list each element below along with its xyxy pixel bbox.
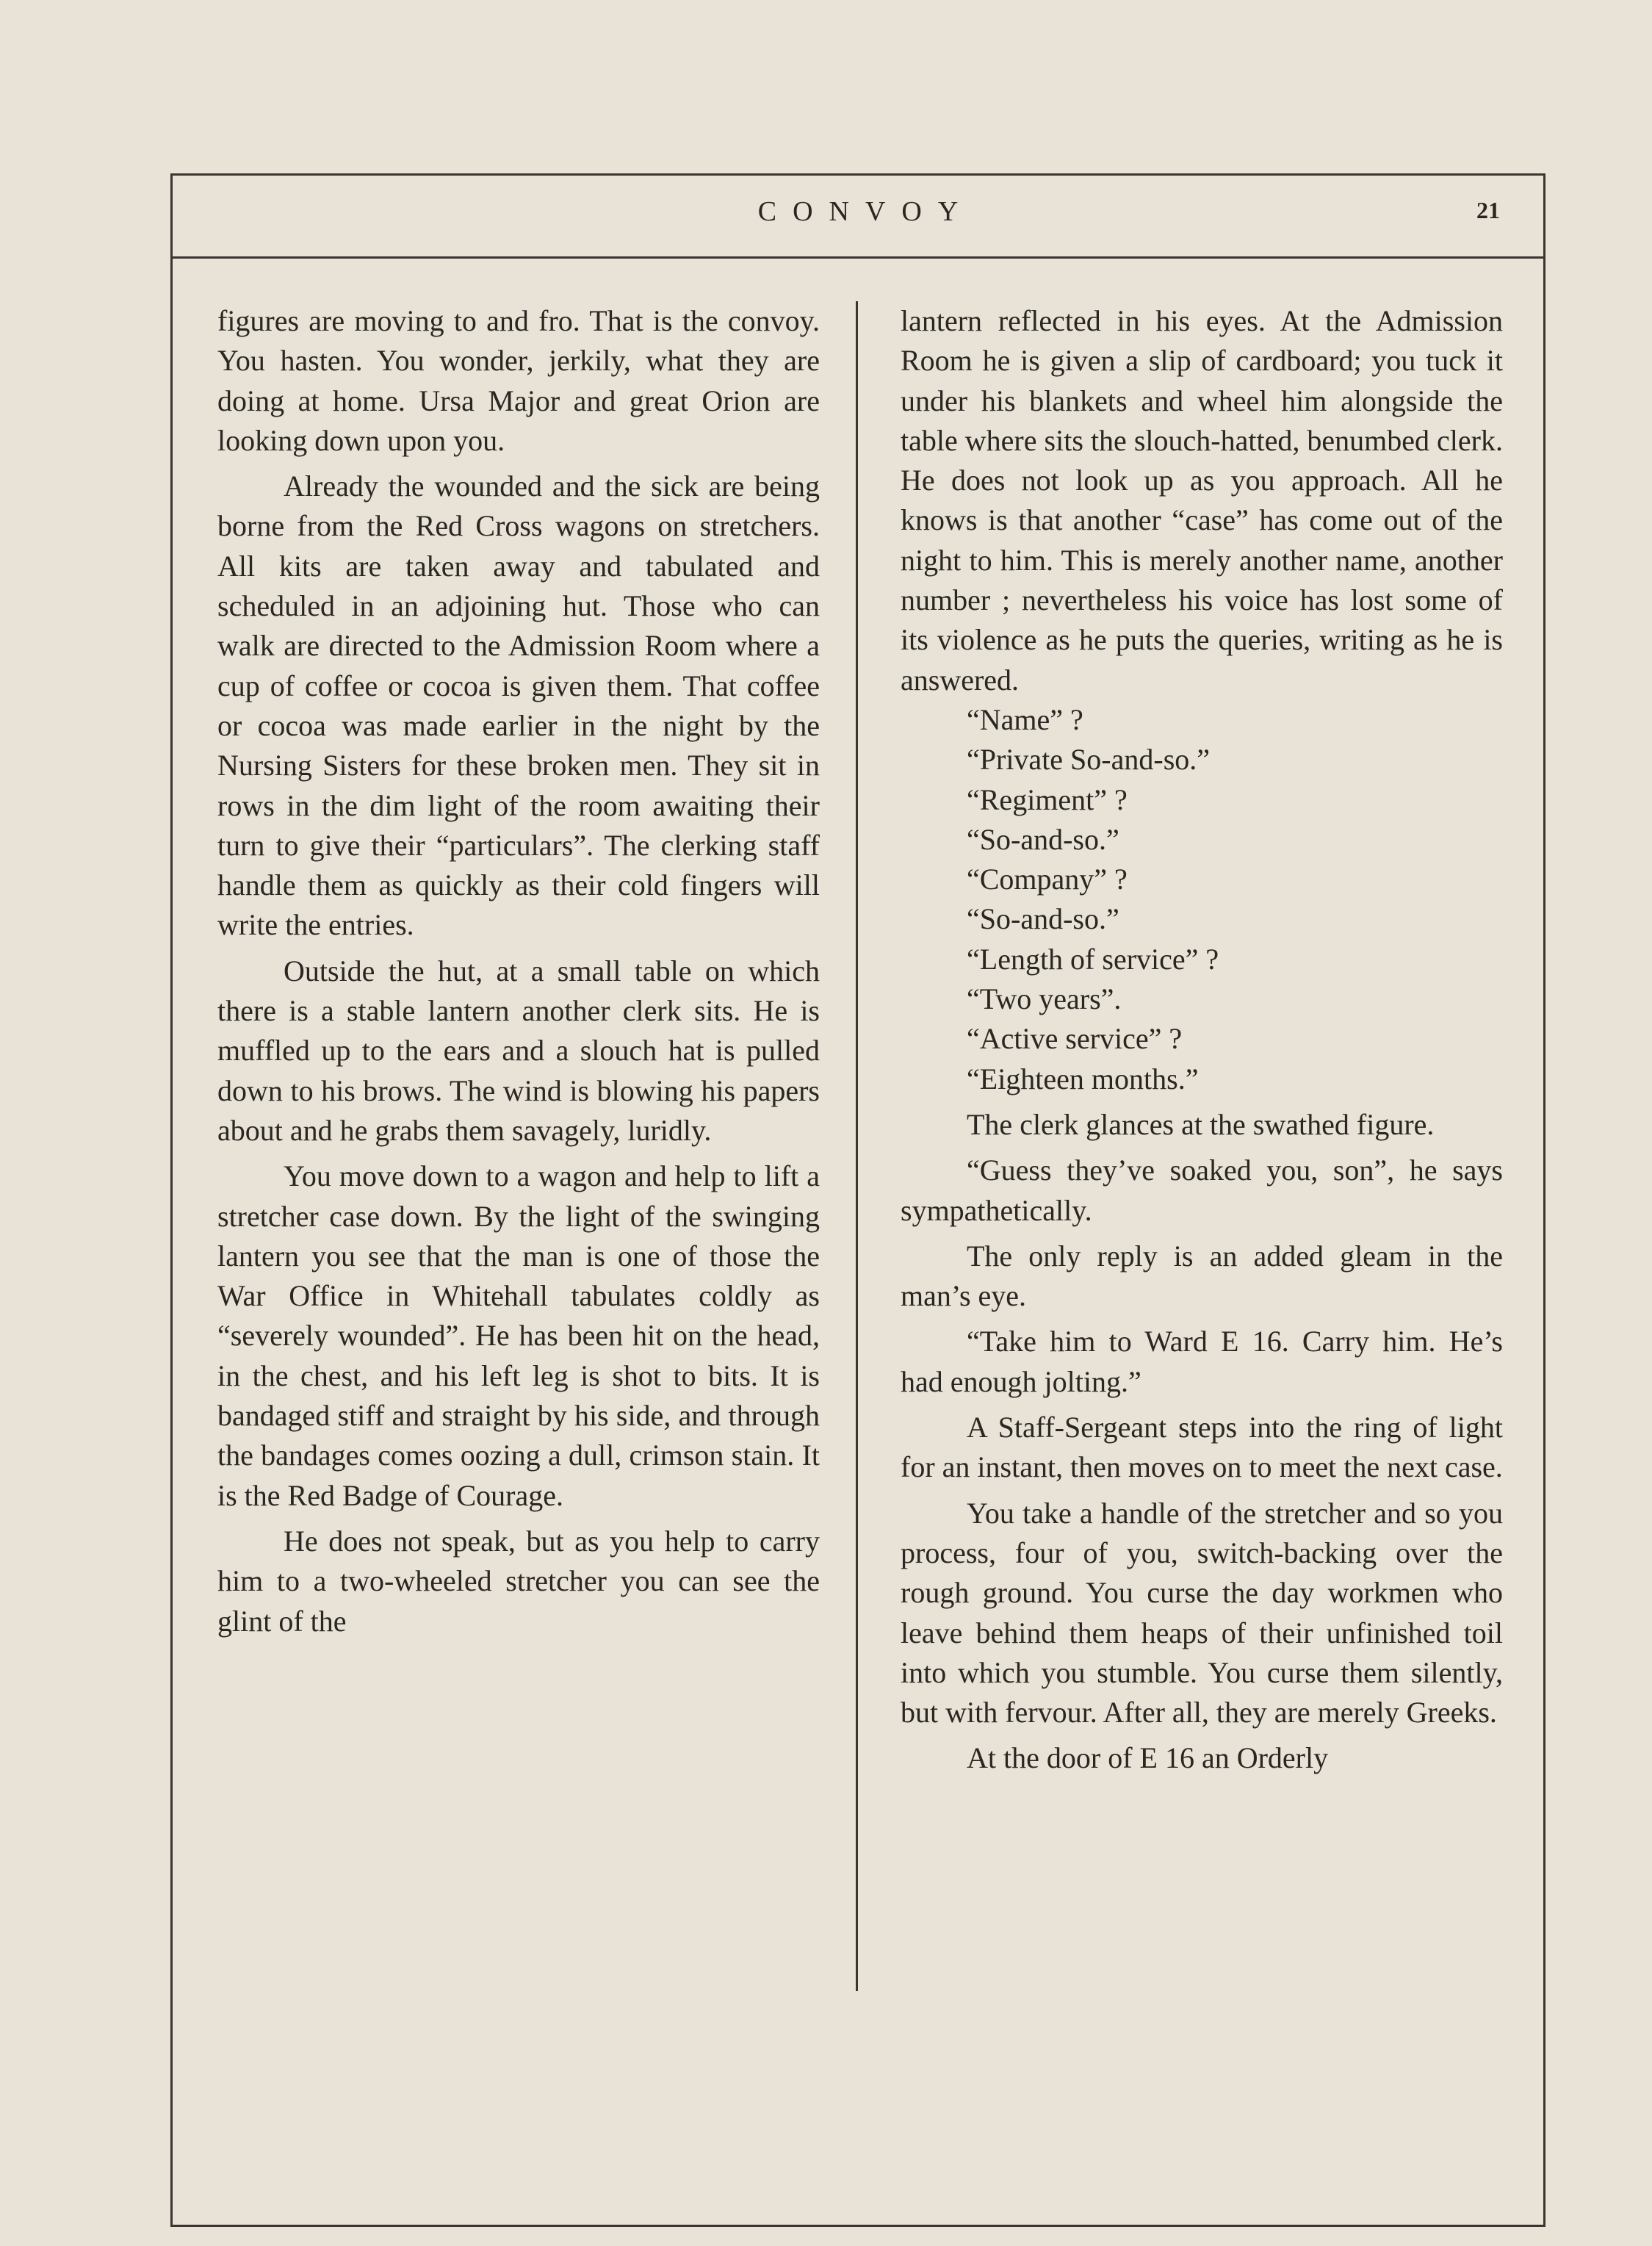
dialog-line: “So-and-so.” xyxy=(967,822,1119,856)
right-column xyxy=(901,301,1503,1779)
left-column xyxy=(217,301,820,1641)
paragraph: Outside the hut, at a small table on which there is a stable lantern another clerk sits. He is muffled up to the ears and a slouch hat is pulled down to his brows. The wind is blowing his papers about and he grabs them savagely, luridly. xyxy=(217,954,820,1147)
dialog-line: “Active service” ? xyxy=(967,1022,1183,1056)
paragraph: A Staff-Sergeant steps into the ring of light for an instant, then moves on to meet the next case. xyxy=(901,1411,1503,1484)
dialog-line: “Company” ? xyxy=(967,863,1128,896)
paragraph: You take a handle of the stretcher and so you process, four of you, switch-backing over the rough ground. You curse the day workmen who leave behind them heaps of their unfinished toil into which you stumble. You curse them silently, but with fervour. After all, they are merely Greeks. xyxy=(901,1496,1503,1730)
dialog-line: “Length of service” ? xyxy=(967,942,1219,976)
paragraph: The clerk glances at the swathed figure. xyxy=(967,1107,1435,1141)
paragraph: “Guess they’ve soaked you, son”, he says sympathetically. xyxy=(901,1153,1503,1227)
running-title: CONVOY xyxy=(757,196,975,227)
paragraph: Already the wounded and the sick are being borne from the Red Cross wagons on stretchers. All kits are taken away and tabulated and scheduled in an adjoining hut. Those who can walk are directed to the Admission Room where a cup of coffee or cocoa is given them. That coffee or cocoa was made earlier in the night by the Nursing Sisters for these broken men. They sit in rows in the dim light of the room awaiting their turn to give their “particulars”. The clerking staff handle them as quickly as their cold fingers will write the entries. xyxy=(217,469,820,942)
page-number: 21 xyxy=(1476,197,1500,223)
dialog-line: “Private So-and-so.” xyxy=(967,743,1211,777)
dialog-line: “Two years”. xyxy=(967,982,1122,1016)
paragraph: figures are moving to and fro. That is the convoy. You hasten. You wonder, jerkily, what they are doing at home. Ursa Major and great Orion are looking down upon you. xyxy=(217,304,820,457)
paragraph: The only reply is an added gleam in the man’s eye. xyxy=(901,1239,1503,1313)
paragraph: You move down to a wagon and help to lift a stretcher case down. By the light of the swinging lantern you see that the man is one of those the War Office in Whitehall tabulates coldly as “severely wounded”. He has been hit on the head, in the chest, and his left leg is shot to bits. It is bandaged stiff and straight by his side, and through the bandages comes oozing a dull, crimson stain. It is the Red Badge of Courage. xyxy=(217,1159,820,1512)
dialog-line: “So-and-so.” xyxy=(967,902,1119,936)
paragraph: “Take him to Ward E 16. Carry him. He’s had enough jolting.” xyxy=(901,1325,1503,1398)
paragraph: He does not speak, but as you help to carry him to a two-wheeled stretcher you can see the glint of the xyxy=(217,1524,820,1638)
dialog-line: “Eighteen months.” xyxy=(967,1062,1199,1095)
column-divider xyxy=(856,301,858,1991)
paragraph: At the door of E 16 an Orderly xyxy=(967,1741,1329,1775)
dialog-line: “Regiment” ? xyxy=(967,782,1128,816)
paragraph: lantern reflected in his eyes. At the Admission Room he is given a slip of cardboard; you tuck it under his blankets and wheel him alongside the table where sits the slouch-hatted, benumbed clerk. He does not look up as you approach. All he knows is that another “case” has come out of the night to him. This is merely another name, another number ; nevertheless his voice has lost some of its violence as he puts the queries, writing as he is answered. xyxy=(901,304,1503,697)
dialog-line: “Name” ? xyxy=(967,702,1083,736)
running-head xyxy=(170,173,1545,259)
